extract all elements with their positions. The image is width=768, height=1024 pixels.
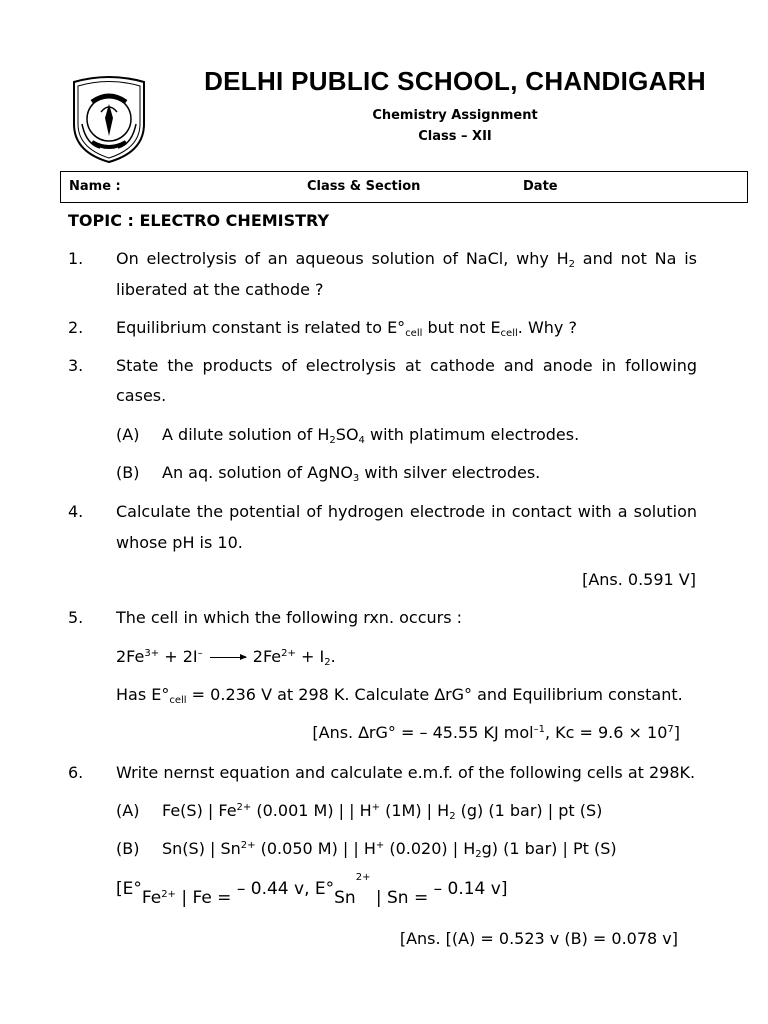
q6-a-label: (A) (116, 801, 140, 820)
q6-b-label: (B) (116, 839, 140, 858)
q4-line-1: Calculate the potential of hydrogen electrode in contact with a solution (116, 502, 697, 521)
q5-line-1: The cell in which the following rxn. occurs : (116, 608, 463, 627)
q6-answer: [Ans. [(A) = 0.523 v (B) = 0.078 v] (399, 929, 678, 948)
date-label: Date (523, 179, 558, 194)
q1-line-1: On electrolysis of an aqueous solution of NaCl, why $H_2$ and not Na is (116, 249, 698, 270)
school-logo (66, 74, 152, 164)
q6-number: 6. (68, 763, 84, 782)
name-label: Name : (69, 179, 121, 194)
q5-equation: $2Fe^{3+} + 2I^-$ $2Fe^{2+} + I_2$. (116, 647, 336, 668)
q5-answer: [Ans. ∆rG° = – 45.55 KJ mol$^{-1}$, $Kc = 9.6 \times 10^7$] (312, 723, 680, 742)
q1-number: 1. (68, 249, 84, 268)
q5-number: 5. (68, 608, 84, 627)
q3-b-label: (B) (116, 463, 140, 482)
reaction-arrow-icon (210, 657, 246, 658)
q6-b-cell: Sn(S) | $Sn^{2+}$ (0.050 M) | | H+ (0.020) | $H_2g$) (1 bar) | Pt (S) (162, 839, 617, 860)
q4-answer: [Ans. 0.591 V] (582, 570, 696, 589)
class-line: Class – XII (418, 129, 492, 144)
q4-line-2: whose pH is 10. (116, 533, 243, 552)
assignment-subtitle: Chemistry Assignment (372, 108, 538, 123)
class-section-label: Class & Section (307, 179, 421, 194)
q5-line-3: Has $E^\circ_{cell} = 0.236$ V at 298 K. Calculate ∆rG° and Equilibrium constant. (116, 685, 683, 706)
q2-number: 2. (68, 318, 84, 337)
q6-data: [$E^\circ Fe^{2+}$ | Fe = – 0.44 v, $E^\circ Sn^{2+}$ | Sn = – 0.14 v] (116, 872, 508, 908)
q3-line-1: State the products of electrolysis at cathode and anode in following (116, 356, 697, 375)
student-info-box (60, 171, 748, 203)
q6-line-1: Write nernst equation and calculate e.m.f. of the following cells at 298K. (116, 763, 696, 782)
q4-number: 4. (68, 502, 84, 521)
q6-a-cell: Fe(S) | $Fe^{2+}$ (0.001 M) | | H+ (1M) | $H_2$ (g) (1 bar) | pt (S) (162, 801, 603, 822)
topic-heading: TOPIC : ELECTRO CHEMISTRY (68, 211, 330, 230)
q3-b-text: An aq. solution of AgNO$_3$ with silver electrodes. (162, 463, 541, 484)
q1-line-2: liberated at the cathode ? (116, 280, 324, 299)
school-name: DELHI PUBLIC SCHOOL, CHANDIGARH (204, 66, 706, 96)
q3-number: 3. (68, 356, 84, 375)
q3-a-label: (A) (116, 425, 140, 444)
q2-text: Equilibrium constant is related to $E^\circ_{cell}$ but not $E_{cell}$. Why ? (116, 318, 577, 339)
q3-a-text: A dilute solution of $H_2SO_4$ with platimum electrodes. (162, 425, 580, 446)
q3-line-2: cases. (116, 386, 167, 405)
